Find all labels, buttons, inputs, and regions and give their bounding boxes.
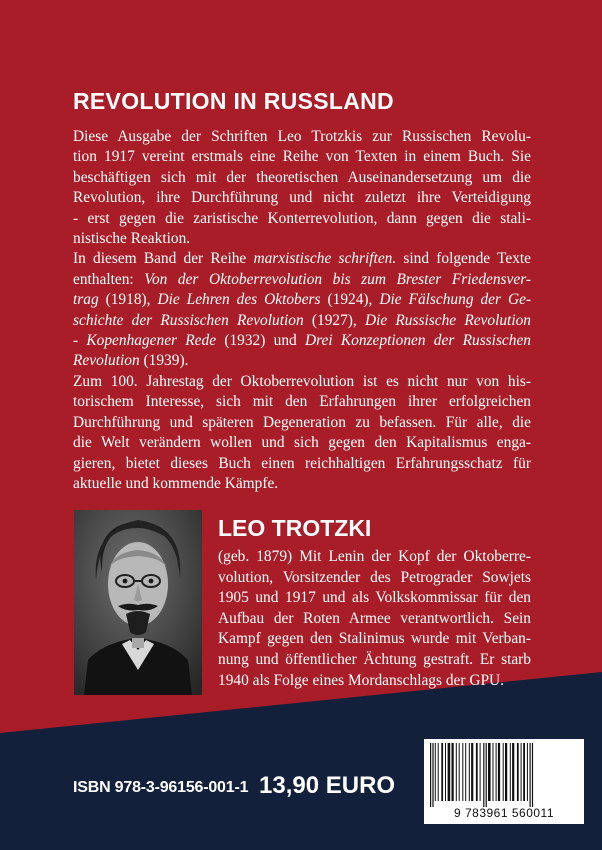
bio-line: volution, Vorsitzender des Petrograder Sowjets bbox=[218, 568, 531, 586]
work-title: Die Lehren des Oktobers bbox=[157, 291, 321, 309]
blurb-line: Diese Ausgabe der Schriften Leo Trotzkis zur Russischen Revolu- bbox=[73, 128, 531, 145]
anniversary-line: die Welt verändern wollen und sich gegen den Kapitalismus enga- bbox=[73, 434, 531, 452]
work-title: Die Fälschung der Ge- bbox=[379, 291, 532, 309]
anniversary-line: aktuelle und kommende Kämpfe. bbox=[73, 474, 279, 492]
blurb-line: - erst gegen die zaristische Konterrevolution, dann gegen die stali- bbox=[73, 209, 531, 227]
bio-line: 1905 und 1917 und als Volkskommissar für den bbox=[218, 589, 531, 607]
barcode-bar bbox=[441, 743, 443, 801]
work-title: Die Russische Revolution bbox=[364, 311, 531, 329]
work-title: Drei Konzeptionen der Russischen bbox=[304, 332, 531, 350]
description-text bbox=[73, 127, 531, 494]
bio-line: 1940 als Folge eines Mordanschlags der GPU. bbox=[218, 671, 504, 689]
blurb-line: beschäftigen sich mit der theoretischen Auseinandersetzung um die bbox=[73, 168, 531, 186]
barcode-bar bbox=[496, 743, 497, 801]
anniversary-line: Zum 100. Jahrestag der Oktoberrevolution ist es nicht nur von his- bbox=[73, 372, 531, 390]
barcode-bar bbox=[448, 743, 451, 801]
contents-line: - Kopenhagener Rede (1932) und Drei Konzeptionen der Russischen bbox=[73, 332, 531, 350]
barcode-bars bbox=[424, 741, 584, 807]
anniversary-line: gieren, bietet dieses Buch einen reichhaltigen Erfahrungsschatz für bbox=[73, 454, 531, 472]
contents-line: In diesem Band der Reihe marxistische schriften. sind folgende Texte bbox=[73, 250, 531, 268]
barcode-bar bbox=[438, 743, 439, 801]
barcode-bar bbox=[510, 743, 511, 801]
isbn-label: ISBN 978-3-96156-001-1 bbox=[73, 779, 249, 796]
contents-line: Revolution (1939). bbox=[73, 352, 189, 370]
barcode-bar bbox=[462, 743, 463, 801]
price-label: 13,90 EURO bbox=[259, 772, 396, 799]
work-title: Von der Oktoberrevolution bis zum Brester Friedensver- bbox=[144, 270, 532, 288]
barcode-bar bbox=[488, 743, 491, 801]
blurb-line: nistische Reaktion. bbox=[73, 230, 191, 248]
author-biography bbox=[218, 547, 531, 691]
barcode-bar bbox=[469, 743, 470, 801]
barcode-bar bbox=[445, 743, 446, 801]
barcode-bar bbox=[532, 743, 533, 807]
work-title: - Kopenhagener Rede bbox=[73, 332, 217, 350]
bio-line: nung und öffentlicher Ächtung gestraft. Er starb bbox=[218, 650, 531, 668]
author-name: LEO TROTZKI bbox=[218, 515, 372, 541]
work-title: Revolution bbox=[73, 352, 140, 370]
author-portrait-photo bbox=[74, 510, 202, 695]
barcode-bar bbox=[483, 743, 484, 807]
barcode-bar bbox=[435, 743, 436, 801]
barcode-bar bbox=[471, 743, 473, 801]
contents-line: enthalten: Von der Oktoberrevolution bis zum Brester Friedensver- bbox=[73, 270, 532, 288]
anniversary-line: torischem Interesse, sich mit den Erfahrungen ihrer erfolgreichen bbox=[73, 393, 531, 411]
contents-line: schichte der Russischen Revolution (1927), Die Russische Revolution bbox=[73, 311, 531, 329]
barcode-bar bbox=[517, 743, 519, 801]
barcode-bar bbox=[459, 743, 460, 801]
work-title: trag bbox=[73, 291, 99, 309]
barcode-bar bbox=[521, 743, 522, 801]
blurb-line: tion 1917 vereint erstmals eine Reihe von Texten in einem Buch. Sie bbox=[73, 148, 531, 166]
work-title: schichte der Russischen Revolution bbox=[73, 311, 304, 329]
barcode-bar bbox=[512, 743, 514, 801]
barcode-bar bbox=[493, 743, 494, 801]
barcode-bar bbox=[430, 743, 431, 807]
anniversary-line: Durchführung und späteren Degeneration zu befassen. Für alle, die bbox=[73, 413, 531, 431]
bio-line: Aufbau der Roten Armee verantwortlich. Sein bbox=[218, 609, 531, 627]
barcode-bar bbox=[456, 743, 457, 801]
barcode-number: 9 783961 560011 bbox=[453, 806, 555, 820]
bio-line: Kampf gegen den Stalinimus wurde mit Verban- bbox=[218, 630, 531, 648]
barcode-bar bbox=[486, 743, 487, 807]
section-heading: REVOLUTION IN RUSSLAND bbox=[73, 88, 394, 114]
barcode-bar bbox=[480, 743, 481, 801]
barcode-bar bbox=[465, 743, 466, 801]
bio-line: (geb. 1879) Mit Lenin der Kopf der Oktoberre- bbox=[218, 548, 531, 565]
barcode-bar bbox=[432, 743, 433, 807]
barcode-bar bbox=[452, 743, 454, 801]
barcode-bar bbox=[530, 743, 531, 807]
barcode-bar bbox=[523, 743, 525, 801]
blurb-line: Revolution, ihre Durchführung und nicht zuletzt ihre Verteidigung bbox=[73, 189, 531, 207]
barcode-bar bbox=[503, 743, 504, 801]
contents-line: trag (1918), Die Lehren des Oktobers (1924), Die Fälschung der Ge- bbox=[73, 291, 532, 309]
barcode-bar bbox=[527, 743, 528, 801]
barcode bbox=[424, 739, 584, 824]
series-name: marxistische schriften. bbox=[253, 250, 397, 268]
barcode-bar bbox=[498, 743, 500, 801]
barcode-bar bbox=[505, 743, 507, 801]
barcode-bar bbox=[476, 743, 478, 801]
